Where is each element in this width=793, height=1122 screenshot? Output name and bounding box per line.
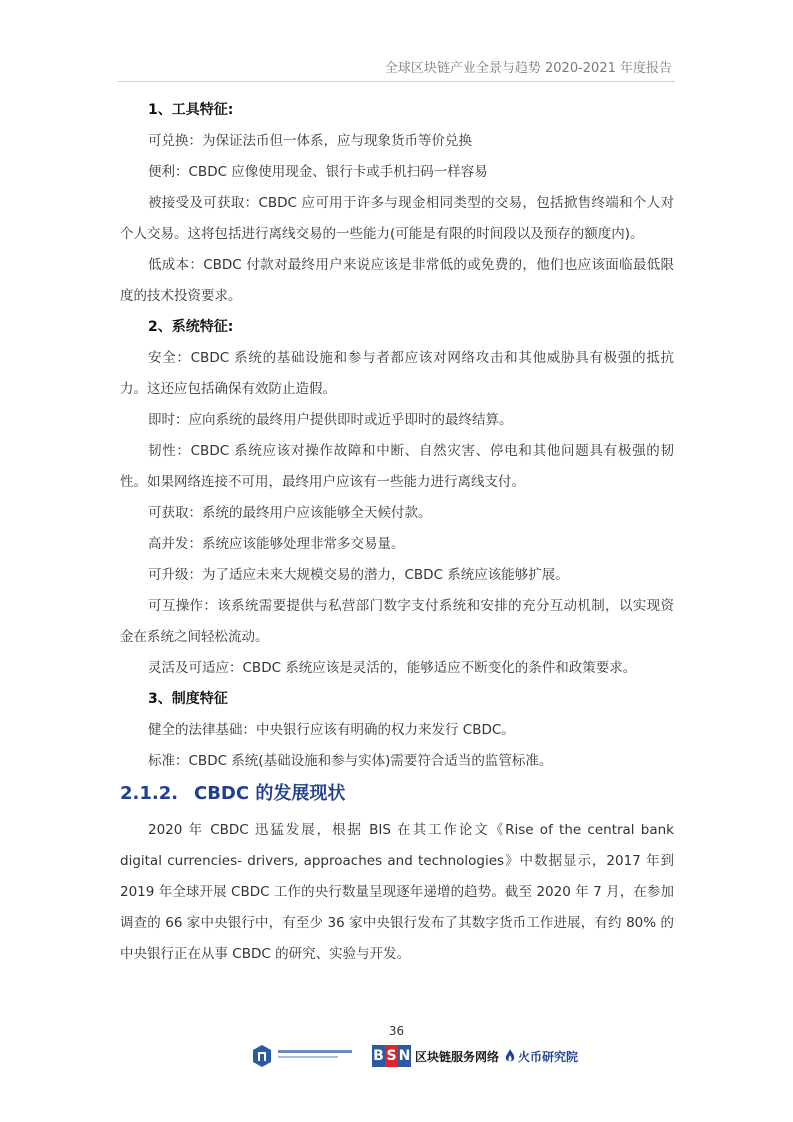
bsn-letter: S: [385, 1045, 398, 1067]
paragraph: 标准：CBDC 系统(基础设施和参与实体)需要符合适当的监管标准。: [148, 753, 553, 769]
subsection-title: CBDC 的发展现状: [194, 783, 346, 804]
bsn-letter: B: [372, 1045, 385, 1067]
university-logo-icon: [252, 1044, 272, 1068]
section-heading-tools: 1、工具特征:: [148, 102, 234, 118]
bsn-name: 区块链服务网络: [415, 1049, 500, 1064]
flame-icon: [505, 1049, 515, 1063]
paragraph: 便利：CBDC 应像使用现金、银行卡或手机扫码一样容易: [148, 164, 488, 180]
paragraph: 可升级：为了适应未来大规模交易的潜力，CBDC 系统应该能够扩展。: [148, 567, 569, 583]
section-heading-system: 2、系统特征:: [148, 319, 234, 335]
paragraph: 可获取：系统的最终用户应该能够全天候付款。: [148, 505, 432, 521]
paragraph: 被接受及可获取：CBDC 应可用于许多与现金相同类型的交易，包括掀售终端和个人对个人交易。这将包括进行离线交易的一些能力(可能是有限的时间段以及预存的额度内)。: [120, 195, 674, 242]
university-logo-text-icon: [278, 1048, 356, 1065]
page-header-title: 全球区块链产业全景与趋势 2020-2021 年度报告: [384, 61, 672, 76]
paragraph: 高并发：系统应该能够处理非常多交易量。: [148, 536, 405, 552]
footer-logos: [252, 1042, 578, 1070]
paragraph: 健全的法律基础：中央银行应该有明确的权力来发行 CBDC。: [148, 722, 515, 738]
bsn-letter: N: [398, 1045, 411, 1067]
paragraph: 可互操作：该系统需要提供与私营部门数字支付系统和安排的充分互动机制，以实现资金在系统之间轻松流动。: [120, 598, 674, 645]
paragraph: 2020 年 CBDC 迅猛发展，根据 BIS 在其工作论文《Rise of the central bank digital currencies- drivers, approaches and technologies》中数据显示，2017 年到 2019 年全球开展 CBDC 工作的央行数量呈现逐年递增的趋势。截至 2020 年 7 月，在参加调查的 66 家中央银行中，有至少 36 家中央银行发布了其数字货币工作进展，有约 80% 的中央银行正在从事 CBDC 的研究、实验与开发。: [120, 822, 674, 962]
paragraph: 灵活及可适应：CBDC 系统应该是灵活的，能够适应不断变化的条件和政策要求。: [148, 660, 637, 676]
subsection-heading: [120, 779, 674, 809]
paragraph: 可兑换：为保证法币但一体系，应与现象货币等价兑换: [148, 133, 472, 149]
subsection-number: 2.1.2.: [120, 783, 179, 804]
section-heading-institution: 3、制度特征: [148, 691, 228, 707]
header-rule: [118, 81, 675, 82]
huobi-name: 火币研究院: [518, 1049, 579, 1064]
bsn-logo-icon: [372, 1045, 411, 1067]
paragraph: 韧性：CBDC 系统应该对操作故障和中断、自然灾害、停电和其他问题具有极强的韧性。如果网络连接不可用，最终用户应该有一些能力进行离线支付。: [120, 443, 674, 490]
document-body: [120, 95, 674, 970]
page-number: 36: [388, 1024, 405, 1038]
paragraph: 低成本：CBDC 付款对最终用户来说应该是非常低的或免费的，他们也应该面临最低限度的技术投资要求。: [120, 257, 674, 304]
paragraph: 安全：CBDC 系统的基础设施和参与者都应该对网络攻击和其他威胁具有极强的抵抗力。这还应包括确保有效防止造假。: [120, 350, 674, 397]
paragraph: 即时：应向系统的最终用户提供即时或近乎即时的最终结算。: [148, 412, 513, 428]
